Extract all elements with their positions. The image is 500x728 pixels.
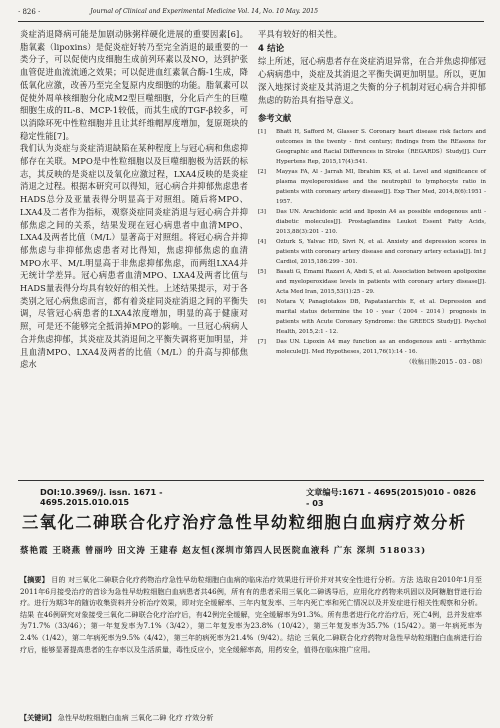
article-title: 三氧化二砷联合化疗治疗急性早幼粒细胞白血病疗效分析 <box>22 513 467 532</box>
reference-item <box>258 267 486 297</box>
paragraph-continuation: 平具有较好的相关性。 <box>258 29 342 39</box>
reference-list <box>258 127 486 368</box>
reference-number: [6] <box>258 299 266 306</box>
reference-number: [2] <box>258 169 266 176</box>
doi-line <box>40 487 480 508</box>
conclusion-paragraph: 综上所述，冠心病患者存在炎症消退异常，在合并焦虑抑郁冠心病病患中，炎症及其消退之平衡失调更加明显。所以，更加深入地探讨炎症及其消退之失衡的分子机制对冠心病合并抑郁焦虑的防治具有指导意义。 <box>258 56 486 105</box>
reference-text: Basati G, Emami Razavi A, Abdi S, et al. Association between apolipoxine and myeloperoxidase levels in patients with coronary artery disease[J]. Acta Med Iran, 2015,53(1):25 - 29. <box>276 269 486 296</box>
reference-item <box>258 167 486 207</box>
reference-item <box>258 127 486 167</box>
reference-item <box>258 207 486 237</box>
article-number: 文章编号:1671 - 4695(2015)010 - 0826 - 03 <box>305 487 476 508</box>
reference-item <box>258 237 486 267</box>
right-column <box>258 28 486 368</box>
reference-item <box>258 337 486 357</box>
page-number: · 826 · <box>18 8 41 16</box>
reference-text: Mayyas FA, Al - Jarrah MI, Ibrahim KS, et al. Level and significance of plasma myeloperoxidase and the neutrophil to lymphocyte ratio in patients with coronary artery disease[J]. Exp Ther Med, 2014,8(6):1951 - 1957. <box>276 169 486 206</box>
author-line: 蔡艳霞 王晓燕 曾丽吟 田文涛 王建春 赵友恒(深圳市第四人民医院血液科 广东 深圳 518033) <box>20 546 427 556</box>
reference-number: [3] <box>258 209 266 216</box>
abstract <box>20 574 482 655</box>
abstract-text: 目的 对三氧化二砷联合化疗药物治疗急性早幼粒细胞白血病的临床治疗效果进行评价并对其安全性进行分析。方法 选取自2010年1月至2011年6月接受治疗的首诊为急性早幼粒细胞白血病患者共46例，所有有的患者采用三氧化二砷诱导后，应用化疗药物来巩固以及阿糖胞苷进行治疗。进行为期3年的随访收集资料并分析治疗效果，即对完全缓解率、三年内复发率、三年内死亡率和死亡情况以及并发症进行相关性观察和分析。结果 在46例研究对象接受三氧化二砷联合化疗治疗后，有42例完全缓解，完全缓解率为91.3%。所有患者进行化疗治疗后，死亡4例，总并发症率为71.7%（33/46）；第一年复发率为7.1%（3/42），第二年复发率为23.8%（10/42），第三年复发率为35.7%（15/42）。第一年病死率为2.4%（1/42），第二年病死率为9.5%（4/42），第三年的病死率为21.4%（9/42）。结论 三氧化二砷联合化疗药物对急性早幼粒细胞白血病进行治疗后，能够显著提高患者的生存率以及生活质量，毒性反应小，完全缓解率高，用药安全，值得在临床推广应用。 <box>20 575 483 654</box>
divider <box>18 480 484 481</box>
reference-text: Bhatt H, Safford M, Glasser S. Coronary heart disease risk factors and outcomes in the twenty - first century; findings from the REasons for Geographic and Racial Differences in Stroke（REGARDS）Study[J]. Curr Hypertens Rep, 2015,17(4):541. <box>276 129 486 166</box>
keywords <box>20 713 482 723</box>
reference-number: [7] <box>258 339 266 346</box>
doi: DOI:10.3969/j. issn. 1671 - 4695.2015.010.015 <box>40 487 163 507</box>
reference-text: Ozturk S, Yalvac HD, Sivri N, et al. Anxiety and depression scores in patients with coronary artery disease and coronary artery ectasia[J]. Int J Cardiol, 2015,186:299 - 301. <box>276 239 486 266</box>
left-column <box>20 28 248 371</box>
reference-item <box>258 297 486 337</box>
page-header <box>18 8 484 22</box>
reference-text: Notara V, Panagiotakos DB, Papataxiarchis E, et al. Depression and marital status determine the 10 - year（2004 - 2014）prognosis in patients with Acute Coronary Syndrome: the GREECS Study[J]. Psychol Health, 2015,2:1 - 12. <box>276 299 486 336</box>
references-title: 参考文献 <box>258 113 292 124</box>
reference-text: Das UN. Lipoxin A4 may function as an endogenous anti - arrhythmic molecule[J]. Med Hypotheses, 2011,76(1):14 - 16. <box>276 339 486 356</box>
reference-number: [5] <box>258 269 266 276</box>
keywords-label: 【关键词】 <box>20 713 56 722</box>
keywords-text: 急性早幼粒细胞白血病 三氧化二砷 化疗 疗效分析 <box>57 713 214 722</box>
paragraph: 炎症消退降病可能是加剧动脉粥样硬化进展的重要因素[6]。脂氧素（lipoxins）是促炎症好转乃至完全消退的最重要的一类分子，可以促使内皮细胞生成前列环素以及NO，达到护张血管促进血流流通之效果；可以促进血红素氧合酶-1生成，降低氧化应激，改善乃至完全复原内皮细胞的功能。脂氧素可以促使外周单核细胞分化成M2型巨噬细胞，分化后产生的巨噬细胞生成的IL-8、MCP-1较低，而其生成的TGF-β较多，可以消除环死中性粒细胞并且让其纤维帽厚度增加，复原斑块的稳定性能[7]。 <box>20 29 248 141</box>
journal-citation: Journal of Clinical and Experimental Medicine Vol. 14, No. 10 May. 2015 <box>90 8 319 15</box>
reference-text: Das UN. Arachidonic acid and lipoxin A4 as possible endogenous anti - diabetic molecules[J]. Prostaglandins Leukot Essent Fatty Acids, 2013,88(3):201 - 210. <box>276 209 486 236</box>
received-date: （收稿日期:2015 - 03 - 08） <box>405 359 486 367</box>
reference-number: [4] <box>258 239 266 246</box>
paragraph: 我们认为炎症与炎症消退缺陷在某种程度上与冠心病和焦虑抑郁存在关联。MPO是中性粒细胞以及巨噬细胞极为活跃的标志，其反映的是炎症以及氧化应激过程，LXA4反映的是炎症消退之过程。根据本研究可以得知，冠心病合并抑郁焦虑患者HADS总分及亚量表得分明显高于对照组。随后将MPO、LXA4及二者作为指标，观察炎症同炎症消退与冠心病合并抑郁焦虑之间的关系，结果发现在冠心病患者中血清MPO、LXA4及两者比值（M/L）显著高于对照组。将冠心病合并抑郁焦虑与非抑郁焦虑患者对比得知，焦虑抑郁焦虑的血清MPO水平、M/L明显高于非焦虑抑郁焦虑，而两组LXA4并无统计学差异。冠心病患者血清MPO、LXA4及两者比值与HADS量表得分均具有较好的相关性。上述结果提示，对于各类别之冠心病焦虑而言，都有着炎症同炎症消退之间的平衡失调，尽管冠心病患者的LXA4浓度增加，明显的高于健康对照，可是还不能够完全抵消掉MPO的影响。一旦冠心病病人合并焦虑抑郁，其炎症及其消退间之平衡失调将更加明显，并且血清MPO、LXA4及两者的比值（M/L）的升高与抑郁焦虑水 <box>20 143 248 370</box>
abstract-label: 【摘要】 <box>20 575 49 584</box>
section-heading: 4 结论 <box>258 43 285 54</box>
reference-number: [1] <box>258 129 266 136</box>
